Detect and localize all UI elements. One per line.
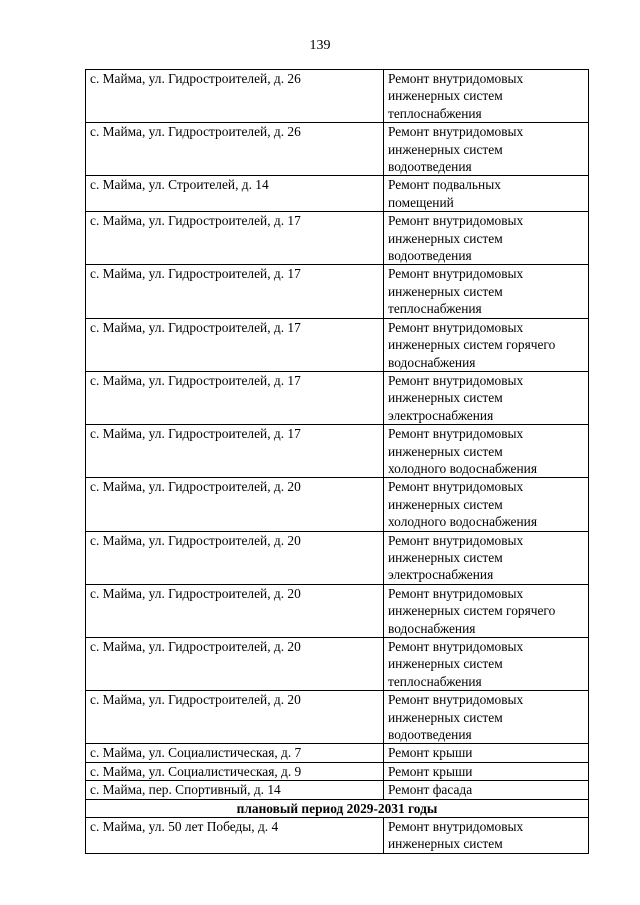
table-row bbox=[86, 781, 589, 799]
work-line: водоснабжения bbox=[388, 354, 476, 370]
address-cell: с. Майма, ул. Гидростроителей, д. 17 bbox=[86, 425, 384, 478]
work-line: инженерных систем bbox=[388, 836, 503, 852]
work-line: электроснабжения bbox=[388, 567, 494, 583]
period-header: плановый период 2029-2031 годы bbox=[86, 799, 589, 817]
work-line: инженерных систем bbox=[388, 283, 503, 299]
work-line: инженерных систем bbox=[388, 709, 503, 725]
work-cell bbox=[384, 478, 589, 531]
work-cell bbox=[384, 425, 589, 478]
work-line: инженерных систем bbox=[388, 88, 503, 104]
address-cell: с. Майма, ул. Гидростроителей, д. 20 bbox=[86, 691, 384, 744]
work-cell bbox=[384, 744, 589, 762]
address-cell: с. Майма, ул. Строителей, д. 14 bbox=[86, 176, 384, 212]
table-row bbox=[86, 531, 589, 584]
table-row bbox=[86, 818, 589, 854]
work-line: инженерных систем горячего bbox=[388, 337, 556, 353]
address-cell: с. Майма, ул. Гидростроителей, д. 20 bbox=[86, 584, 384, 637]
work-cell bbox=[384, 531, 589, 584]
work-cell bbox=[384, 762, 589, 780]
work-cell bbox=[384, 818, 589, 854]
work-cell bbox=[384, 371, 589, 424]
work-line: Ремонт внутридомовых bbox=[388, 213, 524, 229]
work-cell bbox=[384, 212, 589, 265]
address-cell: с. Майма, пер. Спортивный, д. 14 bbox=[86, 781, 384, 799]
work-line: Ремонт внутридомовых bbox=[388, 639, 524, 654]
address-cell: с. Майма, ул. Гидростроителей, д. 20 bbox=[86, 478, 384, 531]
table-row bbox=[86, 638, 589, 691]
work-line: Ремонт внутридомовых bbox=[388, 479, 524, 495]
address-cell: с. Майма, ул. Гидростроителей, д. 20 bbox=[86, 531, 384, 584]
work-line: Ремонт внутридомовых bbox=[388, 819, 524, 835]
table-row bbox=[86, 70, 589, 123]
table-row bbox=[86, 265, 589, 318]
address-cell: с. Майма, ул. Гидростроителей, д. 20 bbox=[86, 638, 384, 691]
work-line: водоснабжения bbox=[388, 620, 476, 636]
work-line: Ремонт внутридомовых bbox=[388, 71, 524, 86]
work-line: инженерных систем bbox=[388, 390, 503, 406]
work-line: инженерных систем bbox=[388, 141, 503, 157]
work-line: Ремонт внутридомовых bbox=[388, 266, 524, 282]
address-cell: с. Майма, ул. Гидростроителей, д. 17 bbox=[86, 212, 384, 265]
work-line: Ремонт внутридомовых bbox=[388, 532, 524, 548]
address-cell: с. Майма, ул. 50 лет Победы, д. 4 bbox=[86, 818, 384, 854]
work-cell bbox=[384, 70, 589, 123]
address-cell: с. Майма, ул. Гидростроителей, д. 17 bbox=[86, 318, 384, 371]
work-line: Ремонт внутридомовых bbox=[388, 372, 524, 388]
work-line: инженерных систем bbox=[388, 443, 503, 459]
period-row bbox=[86, 799, 589, 817]
table-row bbox=[86, 478, 589, 531]
work-line: Ремонт фасада bbox=[388, 782, 473, 798]
table-row bbox=[86, 176, 589, 212]
address-cell: с. Майма, ул. Гидростроителей, д. 17 bbox=[86, 265, 384, 318]
work-cell bbox=[384, 123, 589, 176]
work-line: водоотведения bbox=[388, 248, 472, 264]
work-line: Ремонт внутридомовых bbox=[388, 585, 524, 601]
works-table bbox=[85, 69, 589, 854]
work-line: водоотведения bbox=[388, 159, 472, 175]
address-cell: с. Майма, ул. Гидростроителей, д. 26 bbox=[86, 123, 384, 176]
table-row bbox=[86, 371, 589, 424]
work-cell bbox=[384, 638, 589, 691]
work-cell bbox=[384, 691, 589, 744]
work-line: помещений bbox=[388, 194, 454, 210]
work-line: инженерных систем bbox=[388, 656, 503, 672]
table-row bbox=[86, 762, 589, 780]
address-cell: с. Майма, ул. Социалистическая, д. 9 bbox=[86, 762, 384, 780]
work-cell bbox=[384, 176, 589, 212]
address-cell: с. Майма, ул. Гидростроителей, д. 17 bbox=[86, 371, 384, 424]
table-row bbox=[86, 123, 589, 176]
work-line: инженерных систем bbox=[388, 549, 503, 565]
work-line: холодного водоснабжения bbox=[388, 460, 537, 476]
work-line: холодного водоснабжения bbox=[388, 514, 537, 530]
table-row bbox=[86, 212, 589, 265]
address-cell: с. Майма, ул. Гидростроителей, д. 26 bbox=[86, 70, 384, 123]
work-line: инженерных систем bbox=[388, 496, 503, 512]
work-cell bbox=[384, 265, 589, 318]
work-line: водоотведения bbox=[388, 727, 472, 743]
table-row bbox=[86, 691, 589, 744]
page-number: 139 bbox=[309, 38, 331, 53]
table-row bbox=[86, 425, 589, 478]
table-row bbox=[86, 318, 589, 371]
work-line: Ремонт крыши bbox=[388, 763, 473, 779]
table-row bbox=[86, 584, 589, 637]
work-line: теплоснабжения bbox=[388, 105, 482, 121]
work-line: теплоснабжения bbox=[388, 673, 482, 689]
work-cell bbox=[384, 781, 589, 799]
work-line: теплоснабжения bbox=[388, 301, 482, 317]
work-line: Ремонт внутридомовых bbox=[388, 426, 524, 442]
work-line: Ремонт внутридомовых bbox=[388, 319, 524, 335]
table-row bbox=[86, 744, 589, 762]
work-cell bbox=[384, 584, 589, 637]
work-line: Ремонт внутридомовых bbox=[388, 692, 524, 708]
work-line: инженерных систем bbox=[388, 230, 503, 246]
work-cell bbox=[384, 318, 589, 371]
work-line: Ремонт подвальных bbox=[388, 177, 501, 193]
work-line: Ремонт внутридомовых bbox=[388, 124, 524, 140]
work-line: электроснабжения bbox=[388, 407, 494, 423]
work-line: инженерных систем горячего bbox=[388, 603, 556, 619]
address-cell: с. Майма, ул. Социалистическая, д. 7 bbox=[86, 744, 384, 762]
work-line: Ремонт крыши bbox=[388, 745, 473, 761]
